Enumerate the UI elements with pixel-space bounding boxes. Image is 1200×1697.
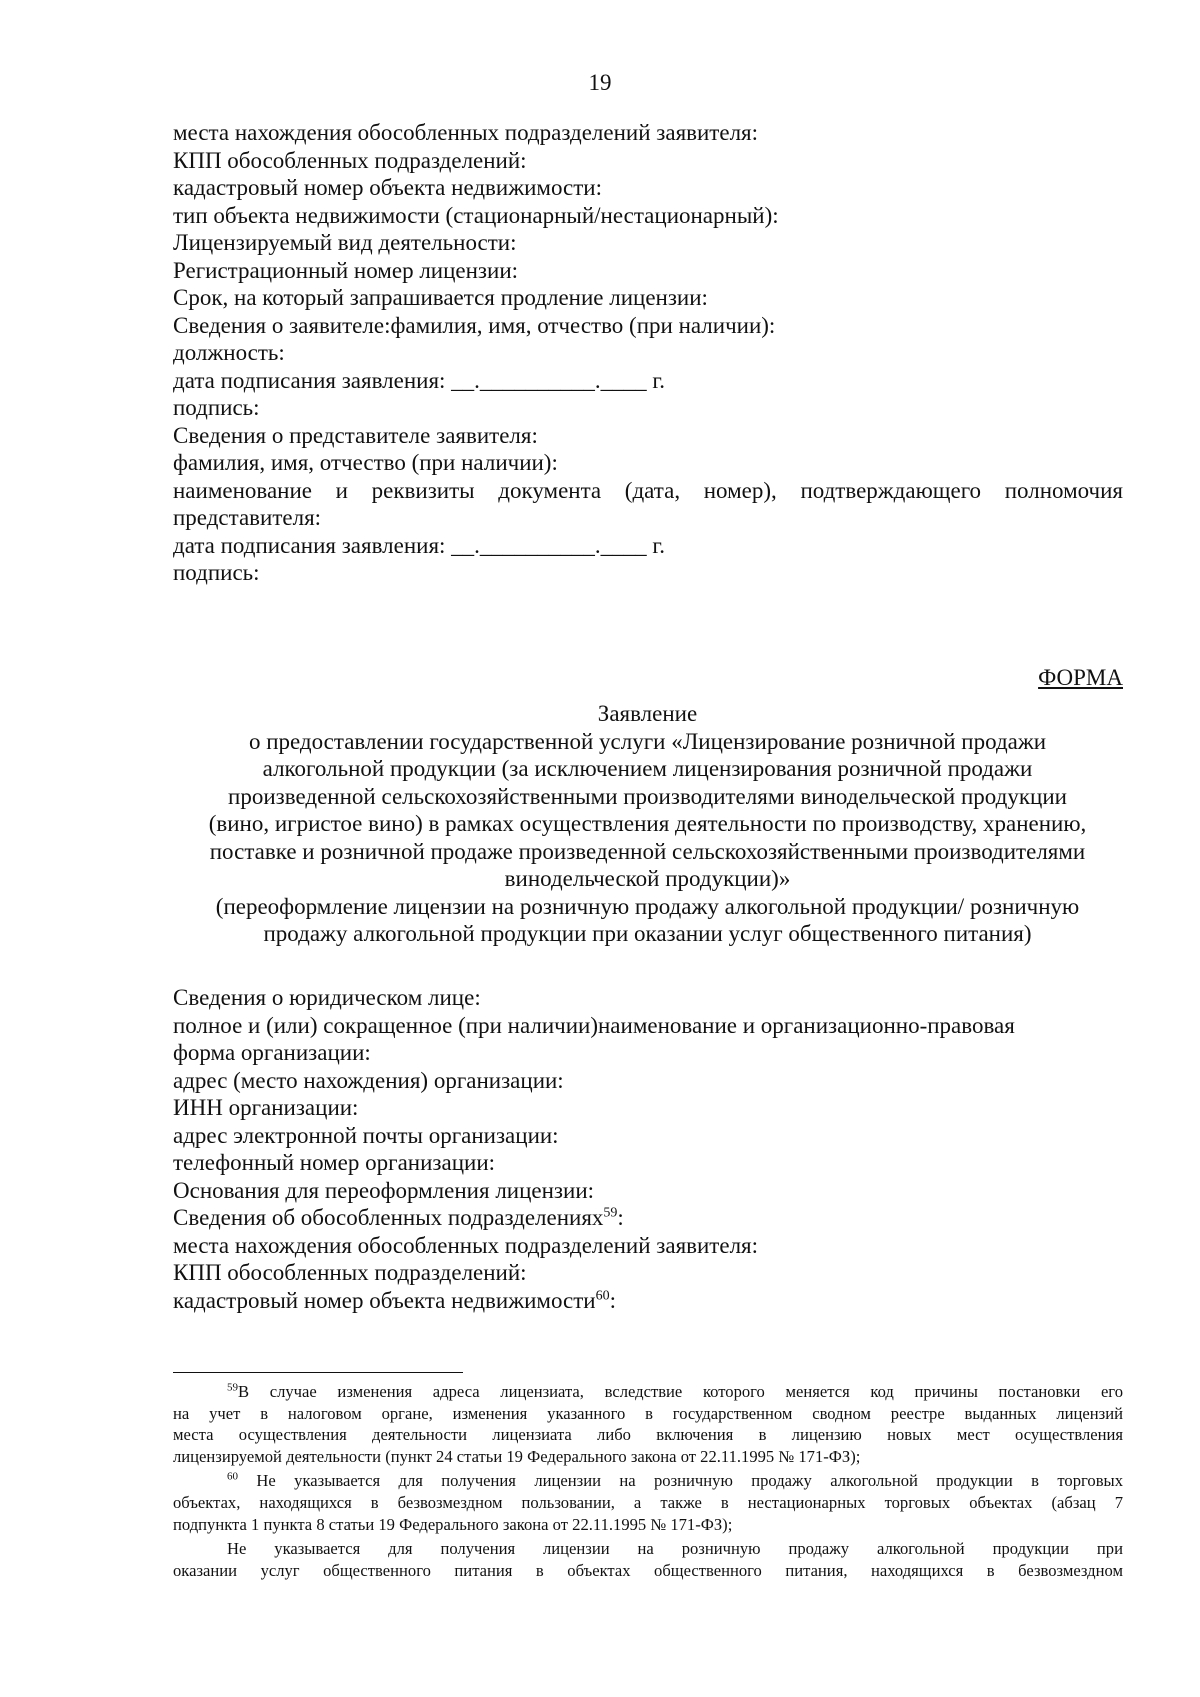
legal-entity-fields-section xyxy=(173,984,1123,1314)
footnotes xyxy=(173,1381,1123,1584)
footnote-mark-59: 59 xyxy=(227,1381,238,1394)
title-line: алкогольной продукции (за исключением лицензирования розничной продажи xyxy=(262,756,1033,781)
field-authority-document-cont: представителя: xyxy=(173,505,322,530)
application-title xyxy=(150,700,1145,948)
footnote-ref-59[interactable]: 59 xyxy=(603,1205,618,1221)
title-line: о предоставлении государственной услуги «Лицензирование розничной продажи xyxy=(248,728,1047,754)
title-line: (переоформление лицензии на розничную продажу алкогольной продукции/ розничную xyxy=(215,893,1080,919)
applicant-fields-section xyxy=(173,119,1123,587)
title-line: (вино, игристое вино) в рамках осуществления деятельности по производству, хранению, xyxy=(208,811,1087,836)
field-org-email: адрес электронной почты организации: xyxy=(173,1122,559,1148)
field-subdivisions-heading: Сведения об обособленных подразделениях$^{59}$: xyxy=(173,1205,624,1230)
title-line: винодельческой продукции)» xyxy=(504,866,791,891)
field-reissue-grounds: Основания для переоформления лицензии: xyxy=(173,1177,595,1203)
field-org-form: форма организации: xyxy=(173,1040,371,1065)
title-line: произведенной сельскохозяйственными производителями винодельческой продукции xyxy=(228,783,1067,809)
field-subdivision-kpp: КПП обособленных подразделений: xyxy=(173,147,527,173)
field-org-name: полное и (или) сокращенное (при наличии)наименование и организационно-правовая xyxy=(173,1012,1015,1038)
subdivisions-label: Сведения об обособленных подразделениях xyxy=(173,1205,604,1230)
field-org-inn: ИНН организации: xyxy=(173,1095,359,1120)
field-org-phone: телефонный номер организации: xyxy=(173,1150,496,1175)
title-line: Заявление xyxy=(597,701,698,726)
field-subdivision-places: места нахождения обособленных подразделений заявителя: xyxy=(173,120,759,145)
page-number: 19 xyxy=(588,70,612,95)
cadastral-label: кадастровый номер объекта недвижимости xyxy=(173,1287,596,1313)
footnote-60: $^{60}$ Не указывается для получения лицензии на розничную продажу алкогольной продукции в торговых объектах, находящихся в безвозмездном пользовании, а также в нестационарных торговых объектах (абзац 7 подпункта 1 пункта 8 статьи 19 Федерального закона от 22.11.1995 № 171-ФЗ); xyxy=(173,1470,1123,1534)
field-representative-signature: подпись: xyxy=(173,560,260,585)
footnote-separator xyxy=(173,1372,463,1373)
field-authority-document: наименование и реквизиты документа (дата, номер), подтверждающего полномочия xyxy=(173,477,1123,503)
field-representative-heading: Сведения о представителе заявителя: xyxy=(173,422,538,448)
field-cadastral-number-2: кадастровый номер объекта недвижимости$^{60}$: xyxy=(173,1287,617,1313)
field-extension-term: Срок, на который запрашивается продление лицензии: xyxy=(173,285,708,310)
field-property-type: тип объекта недвижимости (стационарный/нестационарный): xyxy=(173,202,779,228)
footnote-59: $^{59}$В случае изменения адреса лицензиата, вследствие которого меняется код причины постановки его на учет в налоговом органе, изменения указанного в государственном сводном реестре выданных лицензий места осуществления деятельности лицензиата либо включения в лицензию новых мест осуществления лицензируемой деятельности (пункт 24 статьи 19 Федерального закона от 22.11.1995 № 171-ФЗ); xyxy=(173,1381,1123,1466)
field-subdivision-kpp-2: КПП обособленных подразделений: xyxy=(173,1260,527,1285)
field-signing-date: дата подписания заявления: __.__________.____ г. xyxy=(173,367,666,393)
field-org-address: адрес (место нахождения) организации: xyxy=(173,1067,564,1093)
field-representative-name: фамилия, имя, отчество (при наличии): xyxy=(173,450,558,475)
field-applicant-name: Сведения о заявителе:фамилия, имя, отчество (при наличии): xyxy=(173,312,776,338)
field-representative-signing-date: дата подписания заявления: __.__________.____ г. xyxy=(173,532,666,558)
footnote-60-continued: Не указывается для получения лицензии на розничную продажу алкогольной продукции при оказании услуг общественного питания в объектах общественного питания, находящихся в безвозмездном xyxy=(173,1539,1123,1580)
field-license-reg-number: Регистрационный номер лицензии: xyxy=(173,257,519,283)
title-line: поставке и розничной продаже произведенной сельскохозяйственными производителями xyxy=(209,838,1086,864)
footnote-mark-60: 60 xyxy=(227,1470,238,1483)
field-licensed-activity: Лицензируемый вид деятельности: xyxy=(173,230,517,255)
field-cadastral-number: кадастровый номер объекта недвижимости: xyxy=(173,175,603,200)
field-legal-entity-heading: Сведения о юридическом лице: xyxy=(173,985,481,1010)
field-subdivision-places-2: места нахождения обособленных подразделений заявителя: xyxy=(173,1232,759,1258)
field-signature: подпись: xyxy=(173,395,260,420)
title-line: продажу алкогольной продукции при оказании услуг общественного питания) xyxy=(263,921,1032,946)
field-position: должность: xyxy=(173,340,285,365)
form-label: ФОРМА xyxy=(1038,665,1123,690)
footnote-ref-60[interactable]: 60 xyxy=(595,1287,610,1303)
